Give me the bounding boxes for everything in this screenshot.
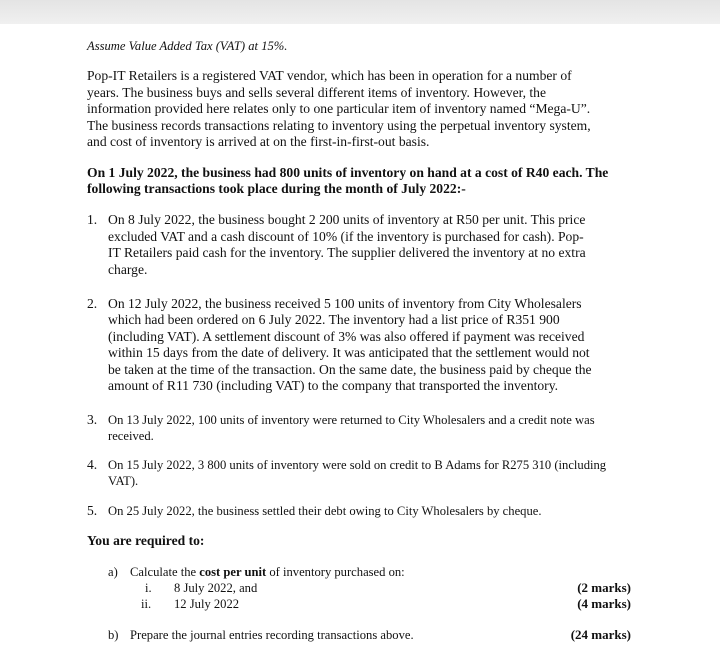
transaction-line: within 15 days from the date of delivery. It was anticipated that the settlement would not (108, 345, 590, 360)
marks-label: (4 marks) (577, 596, 631, 611)
document-page (0, 24, 720, 655)
part-a-text: Calculate the cost per unit of inventory purchased on: (130, 565, 405, 579)
intro-line: years. The business buys and sells several different items of inventory. However, the (87, 85, 547, 100)
part-a-item-text: 8 July 2022, and (174, 581, 258, 595)
opening-line: On 1 July 2022, the business had 800 units of inventory on hand at a cost of R40 each. The (87, 165, 609, 180)
part-b-label: b) (108, 628, 119, 642)
marks-label: (24 marks) (570, 627, 631, 642)
intro-line: The business records transactions relating to inventory using the perpetual inventory system, (87, 118, 591, 133)
part-a-item-number: ii. (141, 597, 152, 611)
transaction-line: On 15 July 2022, 3 800 units of inventory were sold on credit to B Adams for R275 310 (including (108, 458, 607, 472)
transaction-number: 2. (87, 296, 98, 311)
marks-label: (2 marks) (577, 580, 631, 595)
intro-line: information provided here relates only to one particular item of inventory named “Mega-U”. (87, 101, 591, 116)
part-a-item-text: 12 July 2022 (174, 597, 240, 611)
part-a-item-number: i. (145, 581, 152, 595)
transaction-line: (including VAT). A settlement discount of 3% was also offered if payment was received (108, 329, 585, 344)
cost-per-unit-emphasis: cost per unit (199, 565, 267, 579)
transaction-number: 4. (87, 457, 98, 472)
intro-line: Pop-IT Retailers is a registered VAT vendor, which has been in operation for a number of (87, 68, 572, 83)
transaction-number: 3. (87, 412, 98, 427)
transaction-number: 1. (87, 212, 98, 227)
transaction-line: IT Retailers paid cash for the inventory. The supplier delivered the inventory at no extra (108, 245, 586, 260)
transaction-line: VAT). (108, 474, 139, 488)
vat-assumption: Assume Value Added Tax (VAT) at 15%. (87, 39, 288, 53)
part-a-label: a) (108, 565, 118, 579)
part-b-text: Prepare the journal entries recording transactions above. (130, 628, 414, 642)
viewer-toolbar (0, 0, 720, 25)
transaction-line: On 25 July 2022, the business settled their debt owing to City Wholesalers by cheque. (108, 504, 542, 518)
transaction-line: On 12 July 2022, the business received 5 100 units of inventory from City Wholesalers (108, 296, 582, 311)
transaction-line: On 13 July 2022, 100 units of inventory were returned to City Wholesalers and a credit note was (108, 413, 595, 427)
transaction-line: On 8 July 2022, the business bought 2 200 units of inventory at R50 per unit. This price (108, 212, 586, 227)
transaction-line: received. (108, 429, 154, 443)
transaction-line: charge. (108, 262, 148, 277)
transaction-line: which had been ordered on 6 July 2022. The inventory had a list price of R351 900 (108, 312, 560, 327)
transaction-line: amount of R11 730 (including VAT) to the company that transported the inventory. (108, 378, 559, 393)
transaction-number: 5. (87, 503, 98, 518)
opening-line: following transactions took place during the month of July 2022:- (87, 181, 466, 196)
transaction-line: excluded VAT and a cash discount of 10% (if the inventory is purchased for cash). Pop- (108, 229, 584, 244)
intro-line: and cost of inventory is arrived at on the first-in-first-out basis. (87, 134, 430, 149)
required-heading: You are required to: (87, 533, 205, 548)
transaction-line: be taken at the time of the transaction. On the same date, the business paid by cheque the (108, 362, 592, 377)
